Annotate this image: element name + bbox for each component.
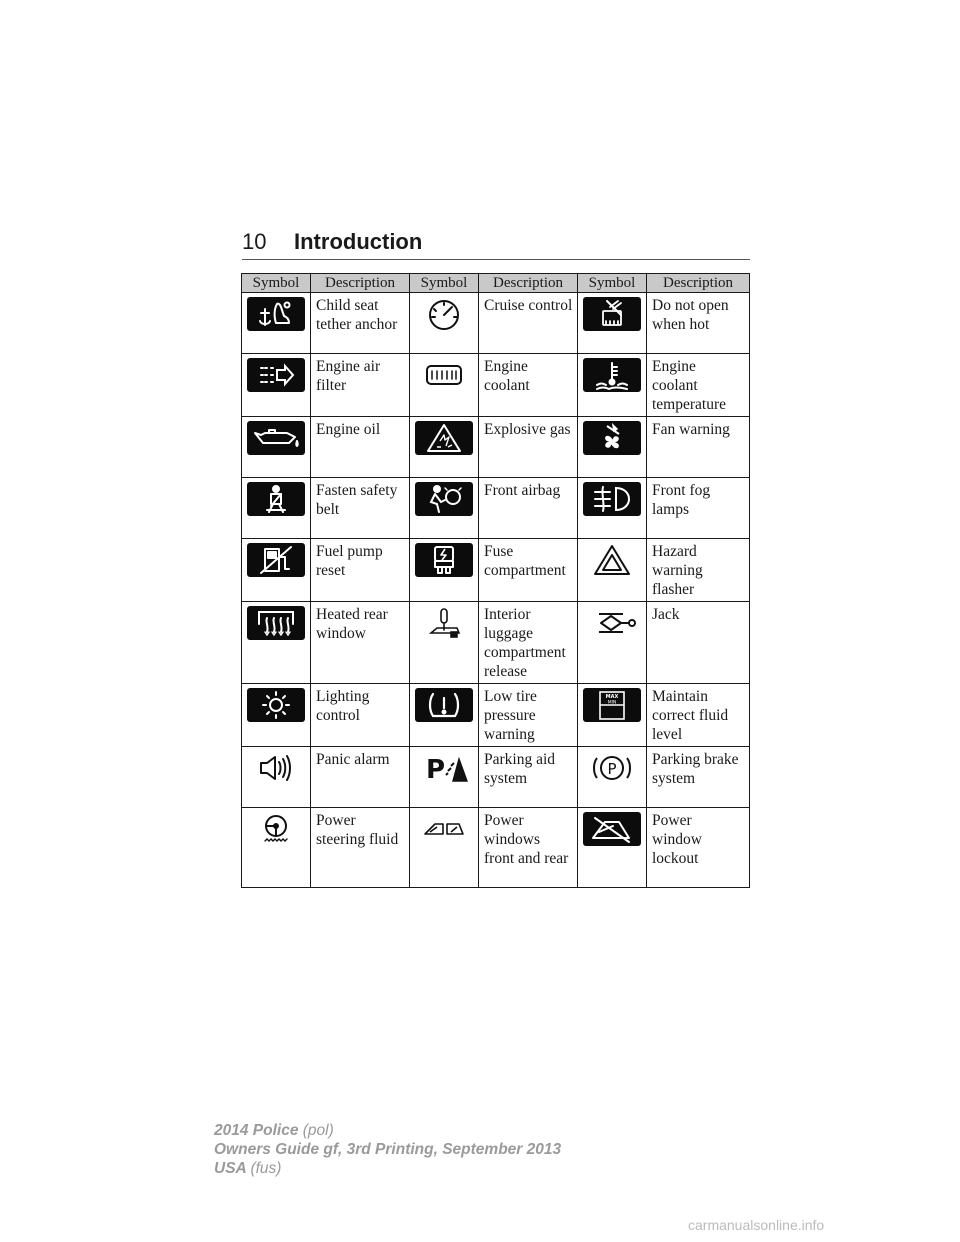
symbol-description: Fuse compartment <box>479 539 578 602</box>
panic-alarm-icon <box>247 751 305 785</box>
symbol-description: Jack <box>647 602 750 684</box>
symbol-cell <box>242 602 311 684</box>
symbol-cell <box>410 808 479 888</box>
symbol-description: Engine coolant temperature <box>647 354 750 417</box>
symbol-description: Low tire pressure warning <box>479 684 578 747</box>
symbol-cell <box>578 684 647 747</box>
page-footer <box>214 1121 561 1178</box>
table-row <box>242 602 750 684</box>
symbol-description: Power steering fluid <box>311 808 410 888</box>
symbol-description: Hazard warning flasher <box>647 539 750 602</box>
symbol-description: Front fog lamps <box>647 478 750 539</box>
cruise-control-icon <box>415 297 473 331</box>
symbol-description: Engine oil <box>311 417 410 478</box>
page-number: 10 <box>242 229 267 254</box>
symbol-cell <box>410 354 479 417</box>
symbol-description: Cruise control <box>479 293 578 354</box>
symbol-cell <box>410 539 479 602</box>
symbol-description: Child seat tether anchor <box>311 293 410 354</box>
table-row <box>242 354 750 417</box>
section-title: Introduction <box>294 229 423 254</box>
hazard-warning-flasher-icon <box>583 543 641 577</box>
symbol-cell <box>578 417 647 478</box>
engine-oil-icon <box>247 421 305 455</box>
symbol-description: Panic alarm <box>311 747 410 808</box>
symbol-cell <box>578 478 647 539</box>
symbol-cell <box>242 354 311 417</box>
power-windows-front-and-rear-icon <box>415 812 473 846</box>
symbol-description: Do not open when hot <box>647 293 750 354</box>
symbol-cell <box>410 478 479 539</box>
table-row <box>242 417 750 478</box>
jack-icon <box>583 606 641 640</box>
parking-aid-p-label: P <box>426 755 446 785</box>
symbol-description: Parking aid system <box>479 747 578 808</box>
column-header: Symbol <box>578 274 647 293</box>
symbol-table <box>241 273 750 888</box>
table-row <box>242 808 750 888</box>
symbol-description: Engine air filter <box>311 354 410 417</box>
maintain-correct-fluid-level-icon <box>583 688 641 722</box>
low-tire-pressure-warning-icon <box>415 688 473 722</box>
engine-coolant-temperature-icon <box>583 358 641 392</box>
symbol-description: Parking brake system <box>647 747 750 808</box>
footer-model-code: (pol) <box>302 1122 334 1139</box>
do-not-open-when-hot-icon <box>583 297 641 331</box>
symbol-description: Lighting control <box>311 684 410 747</box>
symbol-cell <box>410 684 479 747</box>
child-seat-tether-anchor-icon <box>247 297 305 331</box>
table-header-row <box>242 274 750 293</box>
symbol-description: Power windows front and rear <box>479 808 578 888</box>
footer-line-1 <box>214 1121 561 1140</box>
column-header: Symbol <box>410 274 479 293</box>
fasten-safety-belt-icon <box>247 482 305 516</box>
front-airbag-icon <box>415 482 473 516</box>
front-fog-lamps-icon <box>583 482 641 516</box>
parking-brake-system-icon <box>583 751 641 785</box>
column-header: Symbol <box>242 274 311 293</box>
parking-brake-p-label: P <box>607 760 617 778</box>
symbol-description: Engine coolant <box>479 354 578 417</box>
fuel-pump-reset-icon <box>247 543 305 577</box>
fluid-min-label: MIN <box>607 700 617 706</box>
table-row <box>242 747 750 808</box>
column-header: Description <box>311 274 410 293</box>
symbol-cell <box>410 417 479 478</box>
symbol-description: Fan warning <box>647 417 750 478</box>
symbol-cell <box>242 293 311 354</box>
symbol-cell <box>242 808 311 888</box>
symbol-cell <box>578 354 647 417</box>
symbol-cell <box>242 417 311 478</box>
lighting-control-icon <box>247 688 305 722</box>
footer-market-code: (fus) <box>250 1160 282 1177</box>
symbol-cell <box>242 539 311 602</box>
engine-coolant-icon <box>415 358 473 392</box>
symbol-cell <box>578 539 647 602</box>
fuse-compartment-icon <box>415 543 473 577</box>
page-header <box>242 229 750 260</box>
column-header: Description <box>479 274 578 293</box>
footer-line-2: Owners Guide gf, 3rd Printing, September 2013 <box>214 1141 562 1158</box>
explosive-gas-icon <box>415 421 473 455</box>
heated-rear-window-icon <box>247 606 305 640</box>
table-row <box>242 478 750 539</box>
table-row <box>242 293 750 354</box>
symbol-cell <box>242 684 311 747</box>
power-window-lockout-icon <box>583 812 641 846</box>
symbol-description: Power window lockout <box>647 808 750 888</box>
footer-market: USA <box>214 1160 247 1177</box>
symbol-cell <box>578 808 647 888</box>
symbol-description: Fuel pump reset <box>311 539 410 602</box>
fluid-max-label: MAX <box>605 694 619 700</box>
watermark-text: carmanualsonline.info <box>688 1217 825 1233</box>
symbol-cell <box>410 747 479 808</box>
engine-air-filter-icon <box>247 358 305 392</box>
symbol-cell <box>578 293 647 354</box>
table-row <box>242 684 750 747</box>
symbol-description: Explosive gas <box>479 417 578 478</box>
symbol-cell <box>578 747 647 808</box>
symbol-description: Maintain correct fluid level <box>647 684 750 747</box>
footer-model: 2014 Police <box>214 1122 299 1139</box>
symbol-description: Front airbag <box>479 478 578 539</box>
symbol-description: Interior luggage compartment release <box>479 602 578 684</box>
symbol-description: Fasten safety belt <box>311 478 410 539</box>
symbol-cell <box>578 602 647 684</box>
power-steering-fluid-icon <box>247 812 305 846</box>
symbol-cell <box>242 747 311 808</box>
symbol-description: Heated rear window <box>311 602 410 684</box>
symbol-cell <box>410 602 479 684</box>
symbol-cell <box>410 293 479 354</box>
symbol-cell <box>242 478 311 539</box>
footer-line-3 <box>214 1159 561 1178</box>
table-row <box>242 539 750 602</box>
column-header: Description <box>647 274 750 293</box>
fan-warning-icon <box>583 421 641 455</box>
parking-aid-system-icon <box>415 751 473 785</box>
interior-luggage-compartment-release-icon <box>415 606 473 640</box>
